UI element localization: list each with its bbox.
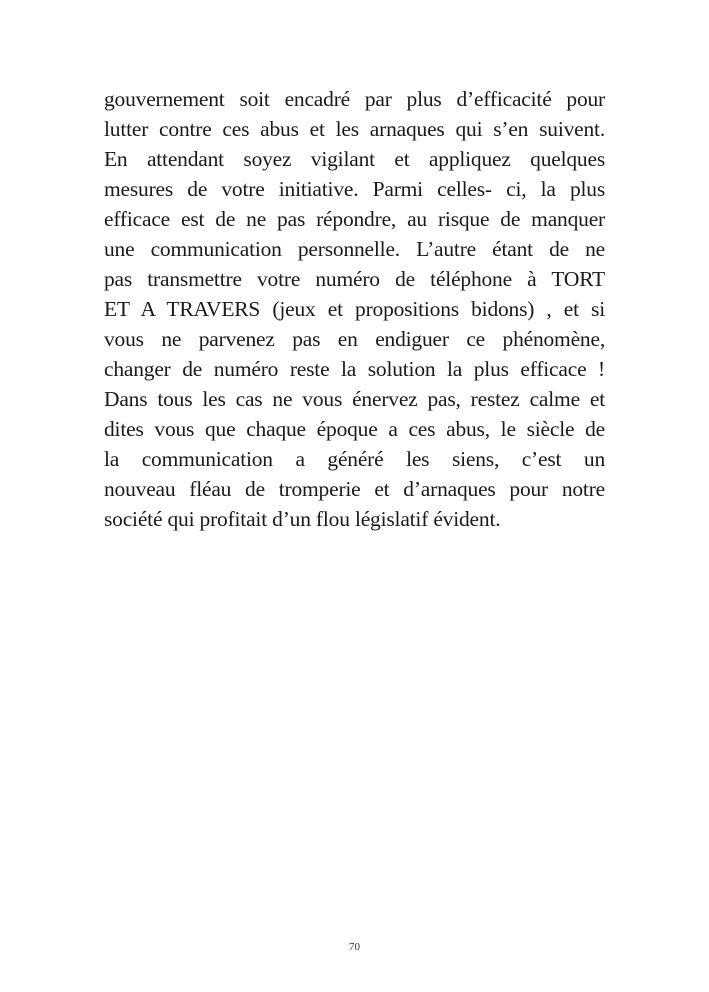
text-line: pas transmettre votre numéro de téléphone à TORT — [104, 267, 605, 291]
text-line: En attendant soyez vigilant et appliquez quelques — [104, 147, 605, 171]
text-line: mesures de votre initiative. Parmi celles- ci, la plus — [104, 177, 605, 201]
text-line: ET A TRAVERS (jeux et propositions bidons) , et si — [104, 297, 605, 321]
text-line-last: société qui profitait d’un flou législatif évident. — [104, 507, 501, 531]
text-line: Dans tous les cas ne vous énervez pas, restez calme et — [104, 387, 605, 411]
text-line: changer de numéro reste la solution la plus efficace ! — [104, 357, 605, 381]
page-number: 70 — [349, 941, 360, 953]
text-line: dites vous que chaque époque a ces abus, le siècle de — [104, 417, 605, 441]
text-line: gouvernement soit encadré par plus d’efficacité pour — [104, 87, 605, 111]
text-line: la communication a généré les siens, c’est un — [104, 447, 605, 471]
text-line: efficace est de ne pas répondre, au risque de manquer — [104, 207, 605, 231]
text-line: lutter contre ces abus et les arnaques qui s’en suivent. — [104, 117, 605, 141]
text-line: une communication personnelle. L’autre étant de ne — [104, 237, 605, 261]
text-line: vous ne parvenez pas en endiguer ce phénomène, — [104, 327, 605, 351]
text-line: nouveau fléau de tromperie et d’arnaques pour notre — [104, 477, 605, 501]
body-paragraph — [104, 84, 605, 534]
